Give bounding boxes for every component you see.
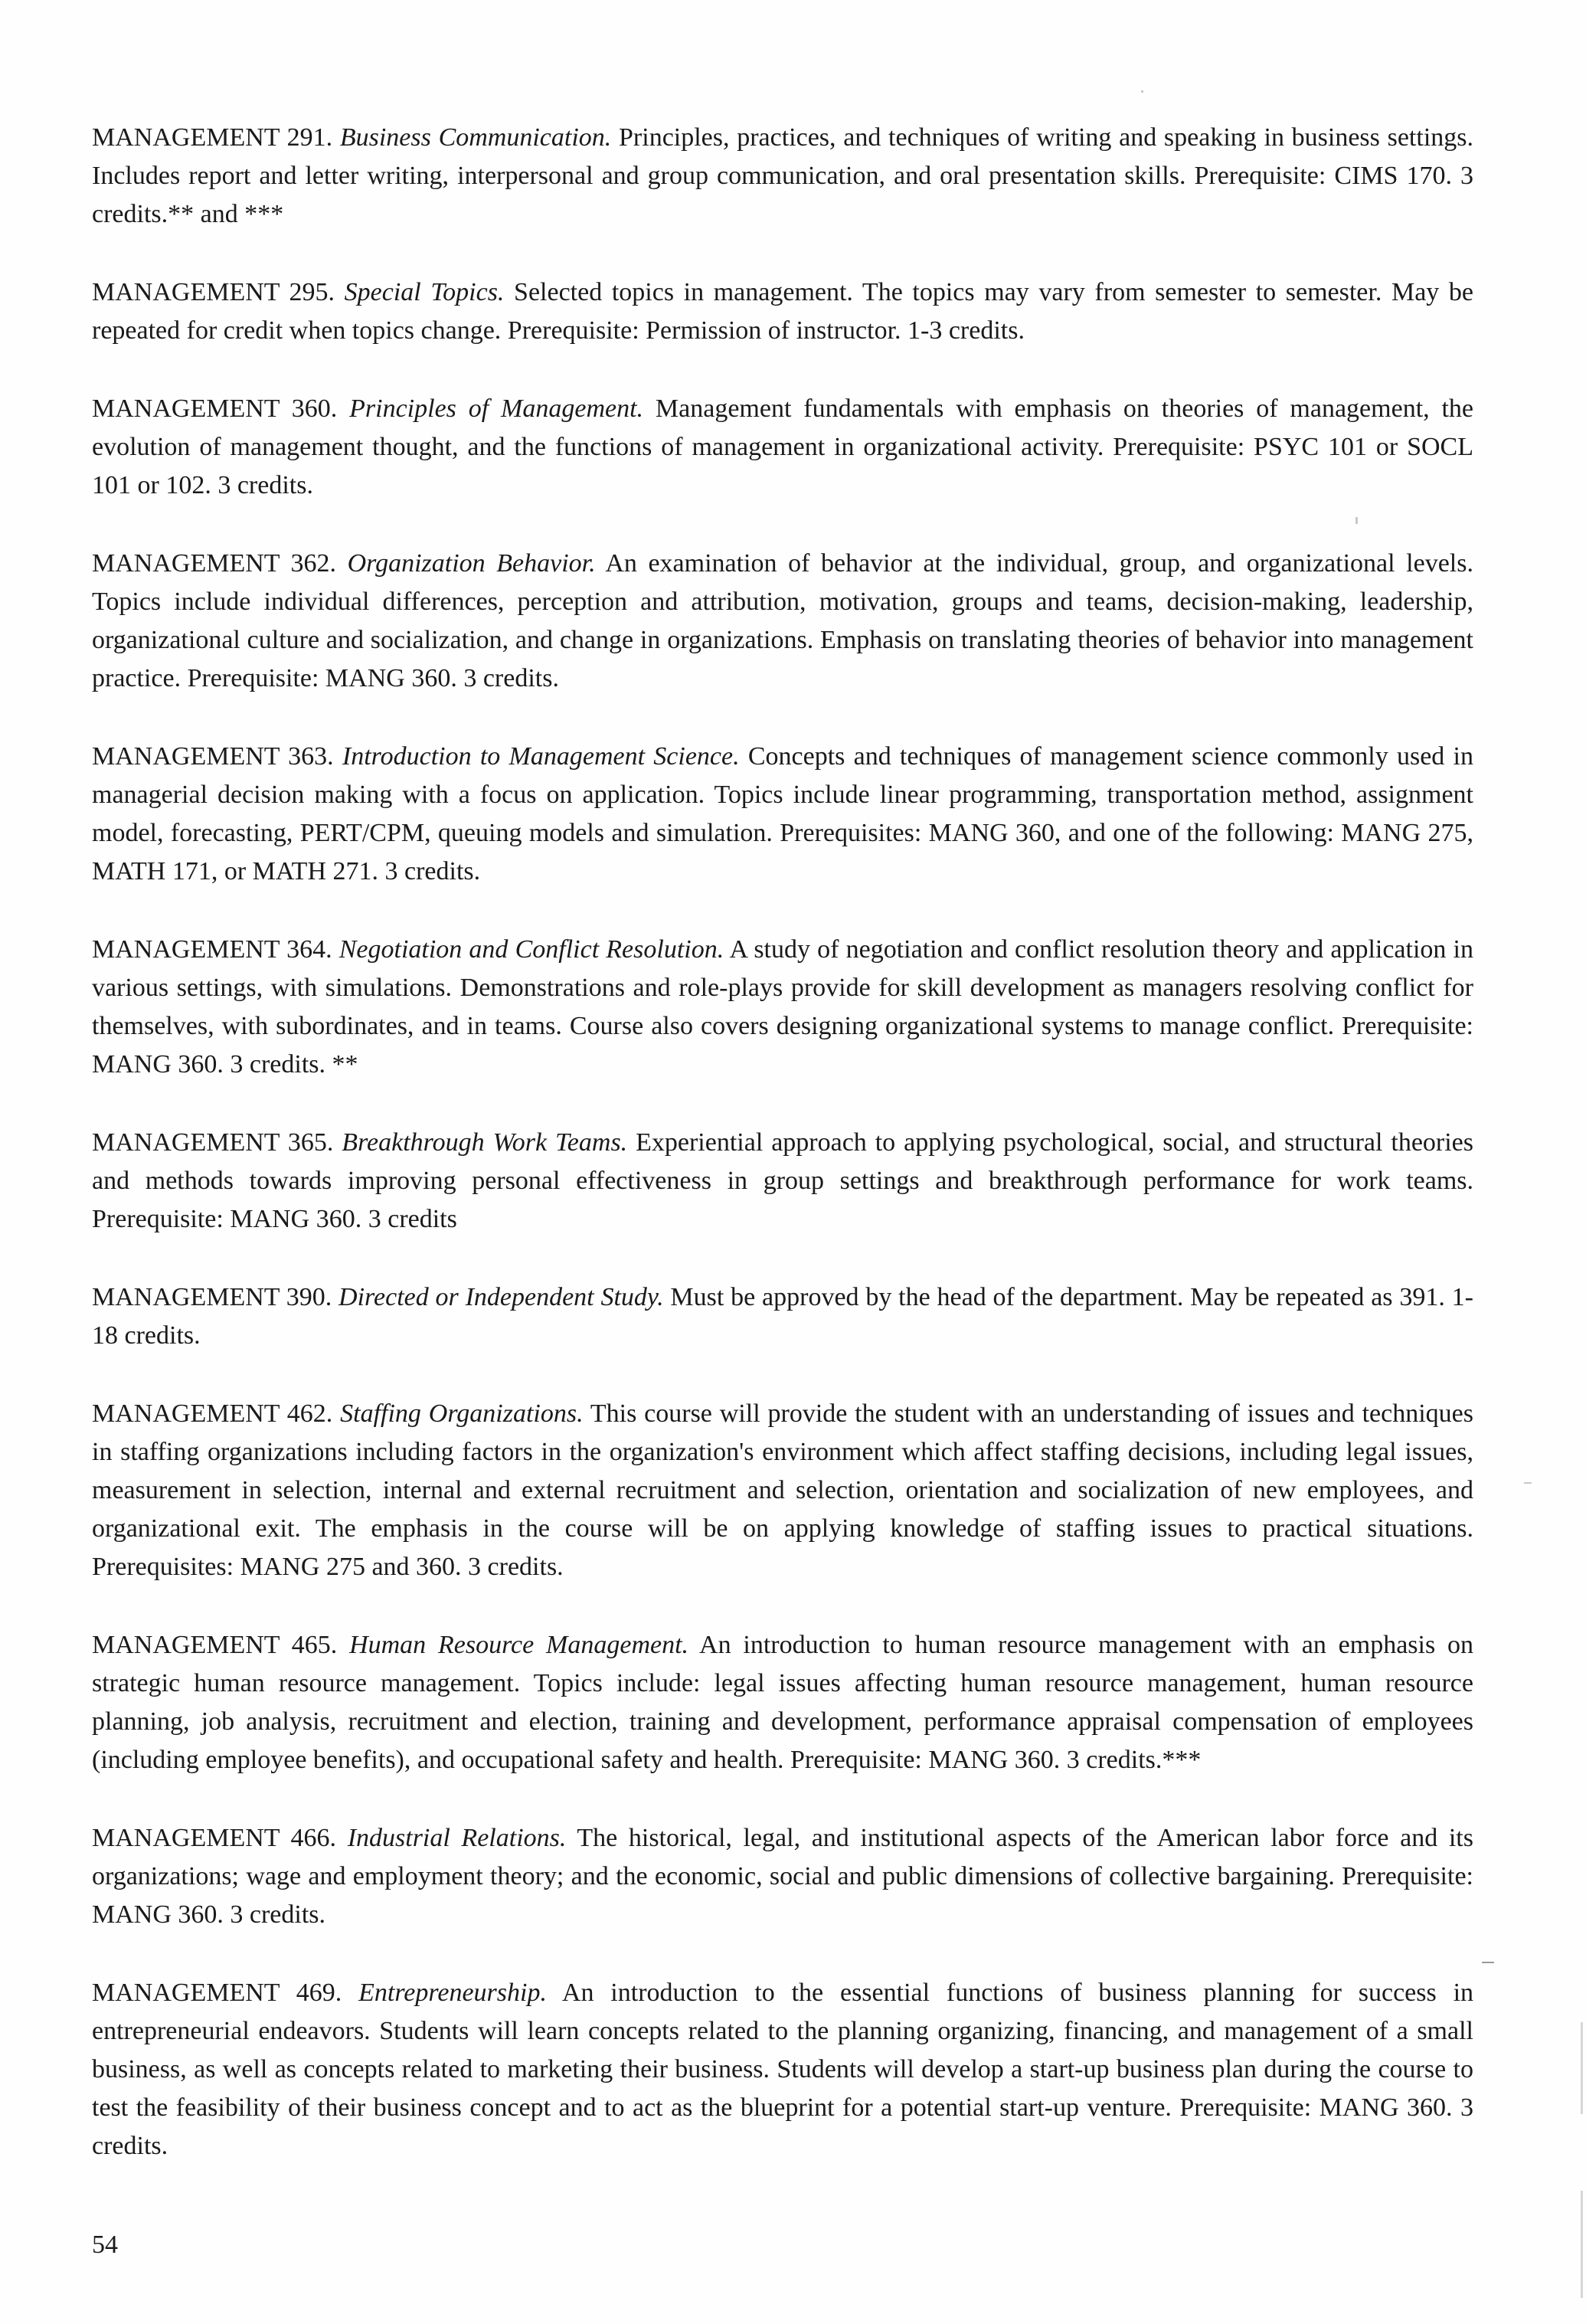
course-entry-mang-365 bbox=[92, 1124, 1473, 1239]
course-description: Principles, practices, and techniques of writing and speaking in business settings. Includes report and letter writing, interpersonal and group communication, and oral presentation skills. Prerequisite: CIMS 170. 3 credits.** and *** bbox=[92, 123, 1473, 228]
course-code: MANAGEMENT 462. bbox=[92, 1399, 333, 1428]
course-title: Breakthrough Work Teams. bbox=[342, 1128, 628, 1157]
course-description: Management fundamentals with emphasis on theories of management, the evolution of management thought, and the functions of management in organizational activity. Prerequisite: PSYC 101 or SOCL 101 or 102. 3 credits. bbox=[92, 394, 1474, 499]
course-entry-mang-362 bbox=[92, 545, 1473, 698]
course-title: Staffing Organizations. bbox=[340, 1399, 584, 1428]
course-code: MANAGEMENT 364. bbox=[92, 935, 332, 964]
course-description: An examination of behavior at the individual, group, and organizational levels. Topics include individual differences, perception and attribution, motivation, groups and teams, decision-making, leadership, organizational culture and socialization, and change in organizations. Emphasis on translating theories of behavior into management practice. Prerequisite: MANG 360. 3 credits. bbox=[92, 549, 1473, 692]
course-title: Human Resource Management. bbox=[349, 1631, 689, 1659]
page-number: 54 bbox=[92, 2231, 118, 2259]
scan-edge-mark bbox=[1581, 2022, 1583, 2114]
course-description: An introduction to human resource management with an emphasis on strategic human resource management. Topics include: legal issues affecting human resource management, human resource planning, job analysis, recruitment and election, training and development, performance appraisal compensation of employees (including employee benefits), and occupational safety and health. Prerequisite: MANG 360. 3 credits.*** bbox=[92, 1631, 1474, 1774]
course-title: Industrial Relations. bbox=[347, 1824, 567, 1852]
course-entry-mang-363 bbox=[92, 738, 1473, 891]
course-title: Business Communication. bbox=[339, 123, 612, 152]
course-code: MANAGEMENT 295. bbox=[92, 278, 335, 306]
course-entry-mang-466 bbox=[92, 1819, 1473, 1934]
course-description: A study of negotiation and conflict resolution theory and application in various settings, with simulations. Demonstrations and role-plays provide for skill development as managers resolving conflict for themselves, with subordinates, and in teams. Course also covers designing organizational systems to manage conflict. Prerequisite: MANG 360. 3 credits. ** bbox=[92, 935, 1473, 1079]
scan-speck bbox=[1355, 517, 1358, 524]
course-code: MANAGEMENT 465. bbox=[92, 1631, 338, 1659]
course-description: Must be approved by the head of the department. May be repeated as 391. 1-18 credits. bbox=[92, 1283, 1473, 1350]
course-description: This course will provide the student with an understanding of issues and techniques in staffing organizations including factors in the organization's environment which affect staffing decisions, including legal issues, measurement in selection, internal and external recruitment and selection, orientation and socialization of new employees, and organizational exit. The emphasis in the course will be on applying knowledge of staffing issues to practical situations. Prerequisites: MANG 275 and 360. 3 credits. bbox=[92, 1399, 1473, 1581]
course-code: MANAGEMENT 390. bbox=[92, 1283, 332, 1311]
course-code: MANAGEMENT 466. bbox=[92, 1824, 337, 1852]
course-code: MANAGEMENT 469. bbox=[92, 1979, 342, 2007]
course-code: MANAGEMENT 362. bbox=[92, 549, 336, 578]
course-description: Experiential approach to applying psychological, social, and structural theories and methods towards improving personal effectiveness in group settings and breakthrough performance for work teams. Prerequisite: MANG 360. 3 credits bbox=[92, 1128, 1474, 1233]
course-entry-mang-291 bbox=[92, 119, 1473, 234]
course-title: Entrepreneurship. bbox=[358, 1979, 547, 2007]
course-entry-mang-390 bbox=[92, 1278, 1473, 1355]
course-title: Negotiation and Conflict Resolution. bbox=[338, 935, 724, 964]
course-description: An introduction to the essential functions of business planning for success in entrepreneurial endeavors. Students will learn concepts related to the planning organizing, financing, and management of a small business, as well as concepts related to marketing their business. Students will develop a start-up business plan during the course to test the feasibility of their business concept and to act as the blueprint for a potential start-up venture. Prerequisite: MANG 360. 3 credits. bbox=[92, 1979, 1474, 2160]
course-code: MANAGEMENT 363. bbox=[92, 742, 334, 771]
course-code: MANAGEMENT 291. bbox=[92, 123, 333, 152]
course-title: Introduction to Management Science. bbox=[342, 742, 740, 771]
course-description: Selected topics in management. The topics may vary from semester to semester. May be repeated for credit when topics change. Prerequisite: Permission of instructor. 1-3 credits. bbox=[92, 278, 1473, 345]
course-code: MANAGEMENT 360. bbox=[92, 394, 338, 423]
course-entry-mang-295 bbox=[92, 273, 1473, 350]
scan-speck bbox=[1141, 90, 1143, 93]
course-entry-mang-462 bbox=[92, 1395, 1473, 1586]
course-title: Organization Behavior. bbox=[347, 549, 596, 578]
course-code: MANAGEMENT 365. bbox=[92, 1128, 334, 1157]
course-entry-mang-360 bbox=[92, 390, 1473, 505]
scan-speck bbox=[1482, 1962, 1494, 1963]
scan-speck bbox=[1524, 1482, 1532, 1484]
course-entry-mang-465 bbox=[92, 1626, 1473, 1779]
course-description: The historical, legal, and institutional aspects of the American labor force and its organizations; wage and employment theory; and the economic, social and public dimensions of collective bargaining. Prerequisite: MANG 360. 3 credits. bbox=[92, 1824, 1473, 1929]
course-entry-mang-364 bbox=[92, 931, 1473, 1084]
course-title: Principles of Management. bbox=[349, 394, 644, 423]
course-title: Directed or Independent Study. bbox=[338, 1283, 664, 1311]
course-entry-mang-469 bbox=[92, 1974, 1473, 2165]
course-title: Special Topics. bbox=[344, 278, 505, 306]
course-list bbox=[92, 119, 1473, 2205]
course-description: Concepts and techniques of management science commonly used in managerial decision making with a focus on application. Topics include linear programming, transportation method, assignment model, forecasting, PERT/CPM, queuing models and simulation. Prerequisites: MANG 360, and one of the following: MANG 275, MATH 171, or MATH 271. 3 credits. bbox=[92, 742, 1473, 885]
scan-edge-mark bbox=[1581, 2191, 1583, 2298]
